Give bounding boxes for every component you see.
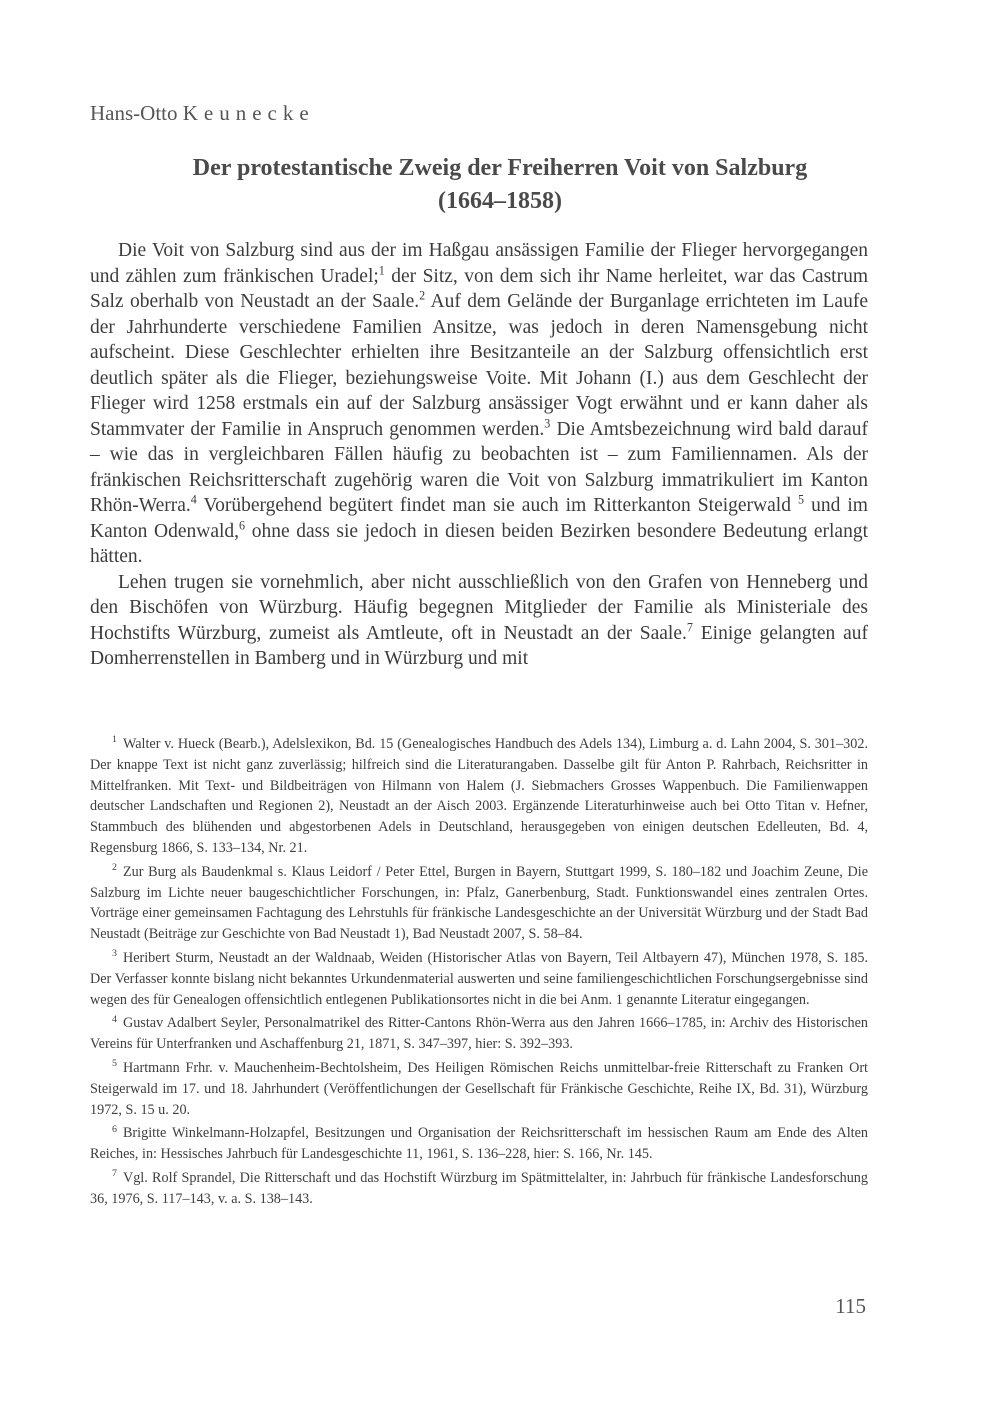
footnote-ref-2[interactable]: 2 — [419, 288, 426, 303]
text-run: der Sitz, von dem sich ihr Name herleitet, war das Castrum Salz oberhalb von Neustadt an der Saale. — [90, 265, 869, 312]
footnote-ref-5[interactable]: 5 — [798, 492, 805, 507]
article-title — [90, 152, 910, 218]
author-line — [90, 101, 315, 126]
text-run: Einige gelangten auf Domherrenstellen in Bamberg und in Würzburg und mit — [90, 622, 869, 669]
footnote-2 — [90, 862, 868, 945]
footnote-ref-7[interactable]: 7 — [686, 620, 693, 634]
footnote-ref-6[interactable]: 6 — [239, 518, 246, 532]
footnote-number: 4 — [112, 1013, 117, 1025]
text-run: Lehen trugen sie vornehmlich, aber nicht ausschließlich von den Grafen von Henneberg und den Bischöfen von Würzburg. Häufig begegnen Mitglieder der Familie als Ministeriale des Hochstifts Würzburg, zumeist als Amtleute, oft in Neustadt an der Saale. — [90, 571, 868, 644]
title-line-2: (1664–1858) — [438, 188, 562, 214]
footnote-number: 7 — [112, 1168, 117, 1180]
page-number: 115 — [835, 1294, 866, 1318]
paragraph-1 — [90, 238, 868, 570]
paragraph-2 — [90, 570, 868, 672]
footnote-7 — [90, 1168, 868, 1210]
footnote-text: Zur Burg als Baudenkmal s. Klaus Leidorf / Peter Ettel, Burgen in Bayern, Stuttgart 1999, S. 180–182 und Joachim Zeune, Die Salzburg im Lichte neuer baugeschichtlicher Forschungen, in: Pfalz, Ganerbenburg, Stadt. Funktionswandel eines zentralen Ortes. Vorträge einer gemeinsamen Fachtagung des Lehrstuhls für fränkische Landesgeschichte an der Universität Würzburg und der Stadt Bad Neustadt (Beiträge zur Geschichte von Bad Neustadt 1), Bad Neustadt 2007, S. 58–84. — [90, 863, 868, 943]
footnote-text: Walter v. Hueck (Bearb.), Adelslexikon, Bd. 15 (Genealogisches Handbuch des Adels 134), Limburg a. d. Lahn 2004, S. 301–302. Der knappe Text ist nicht ganz zuverlässig; hilfreich sind die Literaturangaben. Dasselbe gilt für Anton P. Rahrbach, Reichsritter in Mittelfranken. Mit Text- und Bildbeiträgen von Hilmann von Halem (J. Siebmachers Grosses Wappenbuch. Die Familienwappen deutscher Landschaften und Regionen 2), Neustadt an der Aisch 2003. Ergänzende Literaturhinweise auch bei Otto Titan v. Hefner, Stammbuch des blühenden und abgestorbenen Adels in Deutschland, herausgegeben von einigen deutschen Edelleuten, Bd. 4, Regensburg 1866, S. 133–134, Nr. 21. — [90, 736, 868, 856]
footnote-number: 5 — [112, 1058, 117, 1070]
author-surname: Keunecke — [182, 101, 315, 125]
footnote-ref-4[interactable]: 4 — [190, 492, 197, 507]
footnote-4 — [90, 1013, 868, 1055]
footnote-text: Gustav Adalbert Seyler, Personalmatrikel des Ritter-Cantons Rhön-Werra aus den Jahren 1666–1785, in: Archiv des Historischen Vereins für Unterfranken und Aschaffenburg 21, 1871, S. 347–397, hier: S. 392–393. — [90, 1015, 868, 1053]
text-run: ohne dass sie jedoch in diesen beiden Bezirken besondere Bedeutung erlangt hätten. — [90, 520, 868, 567]
title-line-1: Der protestantische Zweig der Freiherren Voit von Salzburg — [192, 155, 808, 181]
footnote-5 — [90, 1058, 868, 1120]
footnote-ref-3[interactable]: 3 — [544, 416, 551, 430]
footnote-number: 6 — [112, 1123, 117, 1135]
text-run: Auf dem Gelände der Burganlage errichteten im Laufe der Jahrhunderte verschiedene Familien Ansitze, was jedoch in deren Namensgebung nicht aufscheint. Diese Geschlechter erhielten ihre Besitzanteile an der Salzburg offensichtlich erst deutlich später als die Flieger, beziehungsweise Voite. Mit Johann (I.) aus dem Geschlecht der Flieger wird 1258 erstmals ein auf der Salzburg ansässiger Vogt erwähnt und er kann daher als Stammvater der Familie in Anspruch genommen werden. — [90, 291, 868, 440]
footnote-text: Vgl. Rolf Sprandel, Die Ritterschaft und das Hochstift Würzburg im Spätmittelalter, in: Jahrbuch für fränkische Landesforschung 36, 1976, S. 117–143, v. a. S. 138–143. — [90, 1169, 868, 1207]
text-run: Die Voit von Salzburg sind aus der im Haßgau ansässigen Familie der Flieger hervorgegangen und zählen zum fränkischen Uradel; — [90, 240, 868, 287]
footnote-text: Brigitte Winkelmann-Holzapfel, Besitzungen und Organisation der Reichsritterschaft im hessischen Raum am Ende des Alten Reiches, in: Hessisches Jahrbuch für Landesgeschichte 11, 1961, S. 136–228, hier: S. 166, Nr. 145. — [90, 1125, 868, 1163]
footnote-1 — [90, 734, 868, 859]
footnote-text: Heribert Sturm, Neustadt an der Waldnaab, Weiden (Historischer Atlas von Bayern, Teil Altbayern 47), München 1978, S. 185. Der Verfasser konnte bislang nicht bekanntes Urkundenmaterial auswerten und seine familiengeschichtlichen Forschungsergebnisse sind wegen des für Genealogen offensichtlich entlegenen Publikationsortes nicht in die bei Anm. 1 genannte Literatur eingegangen. — [90, 949, 868, 1008]
footnote-number: 3 — [112, 948, 117, 960]
body-text — [90, 238, 868, 672]
text-run: und im Kanton Odenwald, — [90, 495, 868, 542]
footnote-text: Hartmann Frhr. v. Mauchenheim-Bechtolsheim, Des Heiligen Römischen Reichs unmittelbar-freie Ritterschaft zu Franken Ort Steigerwald im 17. und 18. Jahrhundert (Veröffentlichungen der Gesellschaft für Fränkische Geschichte, Reihe IX, Bd. 31), Würzburg 1972, S. 15 u. 20. — [90, 1059, 868, 1118]
footnote-ref-1[interactable]: 1 — [378, 263, 385, 277]
text-run: Vorübergehend begütert findet man sie auch im Ritterkanton Steigerwald — [196, 495, 798, 516]
footnote-3 — [90, 948, 868, 1010]
author-first-name: Hans-Otto — [90, 101, 178, 125]
footnote-6 — [90, 1123, 868, 1165]
text-run: Die Amtsbezeichnung wird bald darauf – wie das in vergleichbaren Fällen häufig zu beobachten ist – zum Familiennamen. Als der fränkischen Reichsritterschaft zugehörig waren die Voit von Salzburg immatrikuliert im Kanton Rhön-Werra. — [90, 418, 868, 516]
footnote-number: 1 — [112, 734, 117, 746]
footnotes-section — [90, 734, 868, 1213]
footnote-number: 2 — [112, 862, 117, 874]
